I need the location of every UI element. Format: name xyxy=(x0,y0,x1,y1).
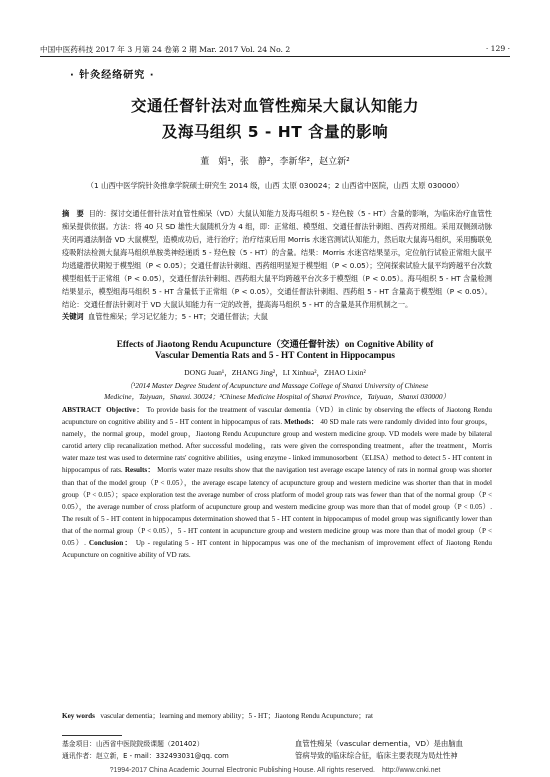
authors: 董 娟¹，张 静²，李新华²，赵立新² xyxy=(200,157,350,167)
en-title-line-1: Effects of Jiaotong Rendu Acupuncture（交通任督针法）on Cognitive Ability of xyxy=(116,339,434,349)
body-line-2: 管病导致的临床综合征，临床主要表现为局灶性神 xyxy=(295,751,458,760)
abstract-en xyxy=(62,404,492,561)
en-title-line-2: Vascular Dementia Rats and 5 - HT Content in Hippocampus xyxy=(154,350,395,360)
footnote-corresponding: 通讯作者：赵立新，E - mail：332493031@qq. com xyxy=(62,752,229,760)
objective-text: To provide basis for the treatment of vascular dementia（VD）in clinic by observing the effects of Jiaotong Rendu acupuncture on cognitive ability and 5 - HT content in hippocampus of rats. xyxy=(62,406,493,427)
title-line-2: 及海马组织 5 - HT 含量的影响 xyxy=(161,123,389,141)
body-text-start xyxy=(295,738,500,762)
body-line-1: 血管性痴呆（vascular dementia，VD）是由脑血 xyxy=(295,739,464,748)
results-label: Results： xyxy=(124,466,155,475)
header-left: 中国中医药科技 2017 年 3 月第 24 卷第 2 期 Mar. 2017 Vol. 24 No. 2 xyxy=(40,45,291,54)
abstract-cn xyxy=(62,207,492,311)
keywords-cn-text: 血管性痴呆；学习记忆能力；5 - HT；交通任督法；大鼠 xyxy=(88,312,268,321)
abstract-en-label: ABSTRACT xyxy=(62,406,102,414)
footnote-rule xyxy=(62,735,122,736)
running-header xyxy=(40,44,510,55)
copyright-notice: ?1994-2017 China Academic Journal Electronic Publishing House. All rights reserved. http://www.cnki.net xyxy=(109,767,441,774)
section-label: · 针灸经络研究 · xyxy=(70,70,155,81)
methods-label: Methods： xyxy=(284,418,319,427)
en-affiliation xyxy=(62,380,492,402)
page-number: · 129 · xyxy=(485,44,510,53)
en-affiliation-line-2: Medicine，Taiyuan，Shanxi. 30024；²Chinese Medicine Hospital of Shanxi Province，Taiyuan，Shanxi 030000） xyxy=(104,392,450,401)
results-text: Morris water maze results show that the navigation test average escape latency of rats in normal group was shorter than that of the model group（P < 0.05），the average escape latency of acupuncture group and western medicine was shorter than that in model group（P < 0.05）；space exploration test the average number of cross platform of model group rats was fewer than that of the normal group（P < 0.05），the average number of cross platform of acupuncture group and western medicine group was more than that of model group（P < 0.05）. The result of 5 - HT content in hippocampus determination showed that 5 - HT content in hippocampus of model group was significantly lower than that of the normal group（P < 0.05），5 - HT content in acupuncture group and western medicine group was more than that of model group（P < 0.05）. xyxy=(62,466,492,548)
keywords-en-text: vascular dementia；learning and memory ability；5 - HT；Jiaotong Rendu Acupuncture；rat xyxy=(100,712,373,720)
keywords-en xyxy=(62,711,492,721)
header-rule xyxy=(40,56,510,57)
conclusion-text: Up - regulating 5 - HT content in hippocampus was one of the mechanism of improvement effect of Jiaotong Rendu Acupuncture on cognitive ability of VD rats. xyxy=(62,539,493,560)
keywords-cn xyxy=(62,312,492,322)
title-line-1: 交通任督针法对血管性痴呆大鼠认知能力 xyxy=(130,97,419,115)
footnote-funding: 基金项目：山西省中医院院级课题（201402） xyxy=(62,740,204,748)
keywords-cn-label: 关键词 xyxy=(62,312,84,321)
conclusion-label: Conclusion： xyxy=(88,539,133,548)
affiliation: （1 山西中医学院针灸推拿学院硕士研究生 2014 级，山西 太原 030024；2 山西省中医院，山西 太原 030000） xyxy=(86,181,464,190)
abstract-cn-label: 摘 要 xyxy=(62,209,84,218)
keywords-en-label: Key words xyxy=(62,712,95,720)
abstract-cn-text: 目的：探讨交通任督针法对血管性痴呆（VD）大鼠认知能力及海马组织 5 - 羟色胺（5 - HT）含量的影响，为临床治疗血管性痴呆提供依据。方法：将 40 只 SD 雄性大鼠随机分为 4 组，即：正常组、模型组、交通任督法针刺组、西药对照组。采用双侧颈动脉夹闭再通法制备 VD 大鼠模型，造模成功后，进行治疗；治疗结束后用 Morris 水迷宫测试认知能力，然后取大鼠海马组织，采用酶联免疫吸附法检测大鼠海马组织单胺类神经递质 5 - 羟色胺（5 - HT）的含量。结果：Morris 水迷宫结果显示，定位航行试验正常组大鼠平均逃避潜伏期短于模型组（P < 0.05）；交通任督法针刺组、西药组明显短于模型组（P < 0.05）；空间探索试验大鼠平均跨越平台次数模型组低于正常组（P < 0.05），交通任督法针刺组、西药组大鼠平均跨越平台次多于模型组（P < 0.05）。海马组织 5 - HT 含量检测结果显示，模型组海马组织 5 - HT 含量低于正常组（P < 0.05），交通任督法针刺组、西药组 5 - HT 含量高于模型组（P < 0.05）。结论：交通任督法针刺对于 VD 大鼠认知能力有一定的改善，提高海马组织 5 - HT 的含量是其作用机制之一。 xyxy=(62,209,492,309)
methods-text: 40 SD male rats were randomly divided into four groups，namely，the normal group，model group，Jiaotong Rendu Acupuncture group and western medicine group. VD models were made by bilateral carotid artery clip recanalization method. After successful modeling，rats were given the corresponding treatment，after the treatment，Morris water maze test was used to determine rats' cognitive abilities，using enzyme - linked immunosorbent（ELISA）method to detect 5 - HT content in hippocampus of rats. xyxy=(62,418,493,475)
en-authors: DONG Juan¹，ZHANG Jing²，LI Xinhua²，ZHAO Lixin² xyxy=(184,368,366,377)
en-affiliation-line-1: （¹2014 Master Degree Student of Acupuncture and Massage College of Shanxi University of Chinese xyxy=(125,381,429,390)
objective-label: Objective： xyxy=(106,406,145,414)
